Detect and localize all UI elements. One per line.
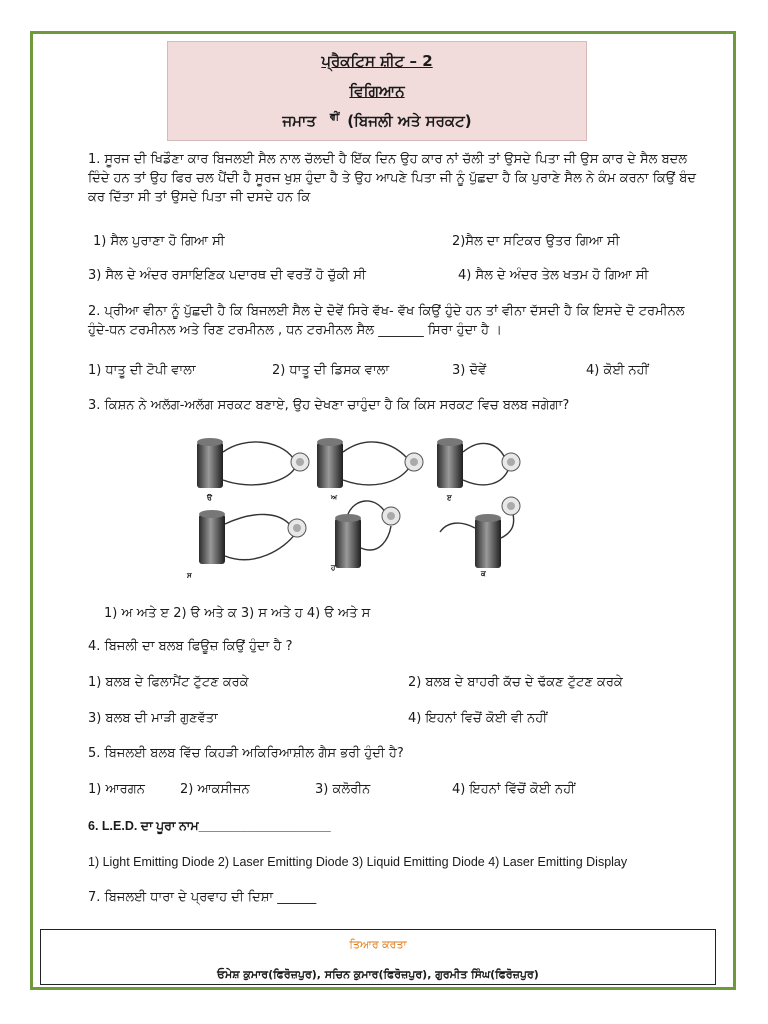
q5-option-2: 2) ਆਕਸੀਜਨ — [180, 782, 250, 797]
question-7: 7. ਬਿਜਲਈ ਧਾਰਾ ਦੇ ਪ੍ਰਵਾਹ ਦੀ ਦਿਸ਼ਾ ______ — [88, 890, 317, 905]
circuits-figure — [185, 428, 525, 588]
q2-option-1: 1) ਧਾਤੂ ਦੀ ਟੋਪੀ ਵਾਲਾ — [88, 363, 196, 378]
circuit-b — [317, 438, 423, 488]
circuit-a — [197, 438, 309, 488]
class-line — [168, 106, 586, 139]
title-box — [167, 41, 587, 141]
chapter-title: (ਬਿਜਲੀ ਅਤੇ ਸਰਕਟ) — [347, 112, 472, 130]
q4-option-4: 4) ਇਹਨਾਂ ਵਿਚੋਂ ਕੋਈ ਵੀ ਨਹੀਂ — [408, 711, 548, 726]
q4-option-1: 1) ਬਲਬ ਦੇ ਫਿਲਾਮੈਂਟ ਟੁੱਟਣ ਕਰਕੇ — [88, 675, 249, 690]
q4-option-3: 3) ਬਲਬ ਦੀ ਮਾੜੀ ਗੁਣਵੱਤਾ — [88, 711, 218, 726]
sheet-title: ਪ੍ਰੈਕਟਿਸ ਸ਼ੀਟ – 2 — [321, 52, 433, 70]
q1-option-3: 3) ਸੈਲ ਦੇ ਅੰਦਰ ਰਸਾਇਣਿਕ ਪਦਾਰਥ ਦੀ ਵਰਤੋਂ ਹੋ ਚੁੱਕੀ ਸੀ — [88, 268, 366, 283]
circuit-label-d: ਸ — [187, 572, 192, 580]
q2-option-4: 4) ਕੋਈ ਨਹੀਂ — [586, 363, 649, 378]
question-6: 6. L.E.D. ਦਾ ਪੂਰਾ ਨਾਮ___________________ — [88, 819, 331, 833]
authors-line: ਓਮੇਸ਼ ਕੁਮਾਰ(ਫਿਰੋਜ਼ਪੁਰ), ਸਚਿਨ ਕੁਮਾਰ(ਫਿਰੋਜ਼ਪੁਰ), ਗੁਰਮੀਤ ਸਿੰਘ(ਫਿਰੋਜ਼ਪੁਰ) — [217, 968, 539, 981]
q3-options: 1) ਅ ਅਤੇ ੲ 2) ੳ ਅਤੇ ਕ 3) ਸ ਅਤੇ ਹ 4) ੳ ਅਤੇ ਸ — [104, 606, 371, 621]
footer-box — [40, 929, 716, 985]
q1-option-1: 1) ਸੈਲ ਪੁਰਾਣਾ ਹੋ ਗਿਆ ਸੀ — [93, 234, 225, 249]
q2-option-3: 3) ਦੋਵੇਂ — [452, 363, 487, 378]
subject-title: ਵਿਗਿਆਨ — [349, 82, 405, 100]
circuit-label-e: ਹ — [331, 564, 336, 572]
class-label: ਜਮਾਤ — [282, 112, 316, 130]
circuit-label-c: ੲ — [447, 494, 452, 502]
question-4: 4. ਬਿਜਲੀ ਦਾ ਬਲਬ ਫਿਊਜ਼ ਕਿਉਂ ਹੁੰਦਾ ਹੈ ? — [88, 639, 293, 654]
circuit-c — [437, 438, 520, 488]
q5-option-4: 4) ਇਹਨਾਂ ਵਿੱਚੋਂ ਕੋਈ ਨਹੀਂ — [452, 782, 575, 797]
question-5: 5. ਬਿਜਲਈ ਬਲਬ ਵਿੱਚ ਕਿਹੜੀ ਅਕਿਰਿਆਸ਼ੀਲ ਗੈਸ ਭਰੀ ਹੁੰਦੀ ਹੈ? — [88, 746, 404, 761]
circuit-f — [440, 497, 520, 568]
q6-options: 1) Light Emitting Diode 2) Laser Emitting Diode 3) Liquid Emitting Diode 4) Laser Emitting Display — [88, 855, 628, 869]
q1-option-2: 2)ਸੈਲ ਦਾ ਸਟਿਕਰ ਉਤਰ ਗਿਆ ਸੀ — [452, 234, 620, 249]
class-superscript: ਵੀਂ — [329, 112, 340, 123]
q5-option-1: 1) ਆਰਗਨ — [88, 782, 145, 797]
question-2: 2. ਪ੍ਰੀਆ ਵੀਨਾ ਨੂੰ ਪੁੱਛਦੀ ਹੈ ਕਿ ਬਿਜਲਈ ਸੈਲ ਦੇ ਦੋਵੇਂ ਸਿਰੇ ਵੱਖ- ਵੱਖ ਕਿਉਂ ਹੁੰਦੇ ਹਨ ਤਾਂ ਵੀਨਾ ਦੱਸਦੀ ਹੈ ਕਿ ਇਸਦੇ ਦੋ ਟਰਮੀਨਲ ਹੁੰਦੇ-ਧਨ ਟਰਮੀਨਲ ਅਤੇ ਰਿਣ ਟਰਮੀਨਲ , ਧਨ ਟਰਮੀਨਲ ਸੈਲ _______ ਸਿਰਾ ਹੁੰਦਾ ਹੈ । — [88, 304, 685, 338]
circuit-label-f: ਕ — [481, 570, 486, 578]
circuit-e — [335, 501, 400, 568]
circuit-label-b: ਅ — [331, 494, 338, 502]
q5-option-3: 3) ਕਲੋਰੀਨ — [315, 782, 371, 797]
question-3: 3. ਕਿਸ਼ਨ ਨੇ ਅਲੱਗ-ਅਲੱਗ ਸਰਕਟ ਬਣਾਏ, ਉਹ ਦੇਖਣਾ ਚਾਹੁੰਦਾ ਹੈ ਕਿ ਕਿਸ ਸਰਕਟ ਵਿਚ ਬਲਬ ਜਗੇਗਾ? — [88, 398, 570, 413]
question-1: 1. ਸੂਰਜ ਦੀ ਖਿਡੌਣਾ ਕਾਰ ਬਿਜਲਈ ਸੈਲ ਨਾਲ ਚੱਲਦੀ ਹੈ ਇੱਕ ਦਿਨ ਉਹ ਕਾਰ ਨਾਂ ਚੱਲੀ ਤਾਂ ਉਸਦੇ ਪਿਤਾ ਜੀ ਉਸ ਕਾਰ ਦੇ ਸੈਲ ਬਦਲ ਦਿੰਦੇ ਹਨ ਤਾਂ ਉਹ ਫਿਰ ਚਲ ਪੈਂਦੀ ਹੈ ਸੂਰਜ ਖੁਸ਼ ਹੁੰਦਾ ਹੈ ਤੇ ਉਹ ਆਪਣੇ ਪਿਤਾ ਜੀ ਨੂੰ ਪੁੱਛਦਾ ਹੈ ਕਿ ਪੁਰਾਣੇ ਸੈਲ ਨੇ ਕੰਮ ਕਰਨਾ ਕਿਉਂ ਬੰਦ ਕਰ ਦਿੱਤਾ ਸੀ ਤਾਂ ਉਸਦੇ ਪਿਤਾ ਜੀ ਦਸਦੇ ਹਨ ਕਿ — [88, 152, 697, 205]
q1-option-4: 4) ਸੈਲ ਦੇ ਅੰਦਰ ਤੇਲ ਖਤਮ ਹੋ ਗਿਆ ਸੀ — [458, 268, 649, 283]
circuit-d — [199, 510, 306, 564]
q4-option-2: 2) ਬਲਬ ਦੇ ਬਾਹਰੀ ਕੱਚ ਦੇ ਢੱਕਣ ਟੁੱਟਣ ਕਰਕੇ — [408, 675, 623, 690]
circuit-label-a: ੳ — [207, 494, 213, 502]
prepared-by-label: ਤਿਆਰ ਕਰਤਾ — [349, 938, 407, 951]
q2-option-2: 2) ਧਾਤੂ ਦੀ ਡਿਸਕ ਵਾਲਾ — [272, 363, 390, 378]
